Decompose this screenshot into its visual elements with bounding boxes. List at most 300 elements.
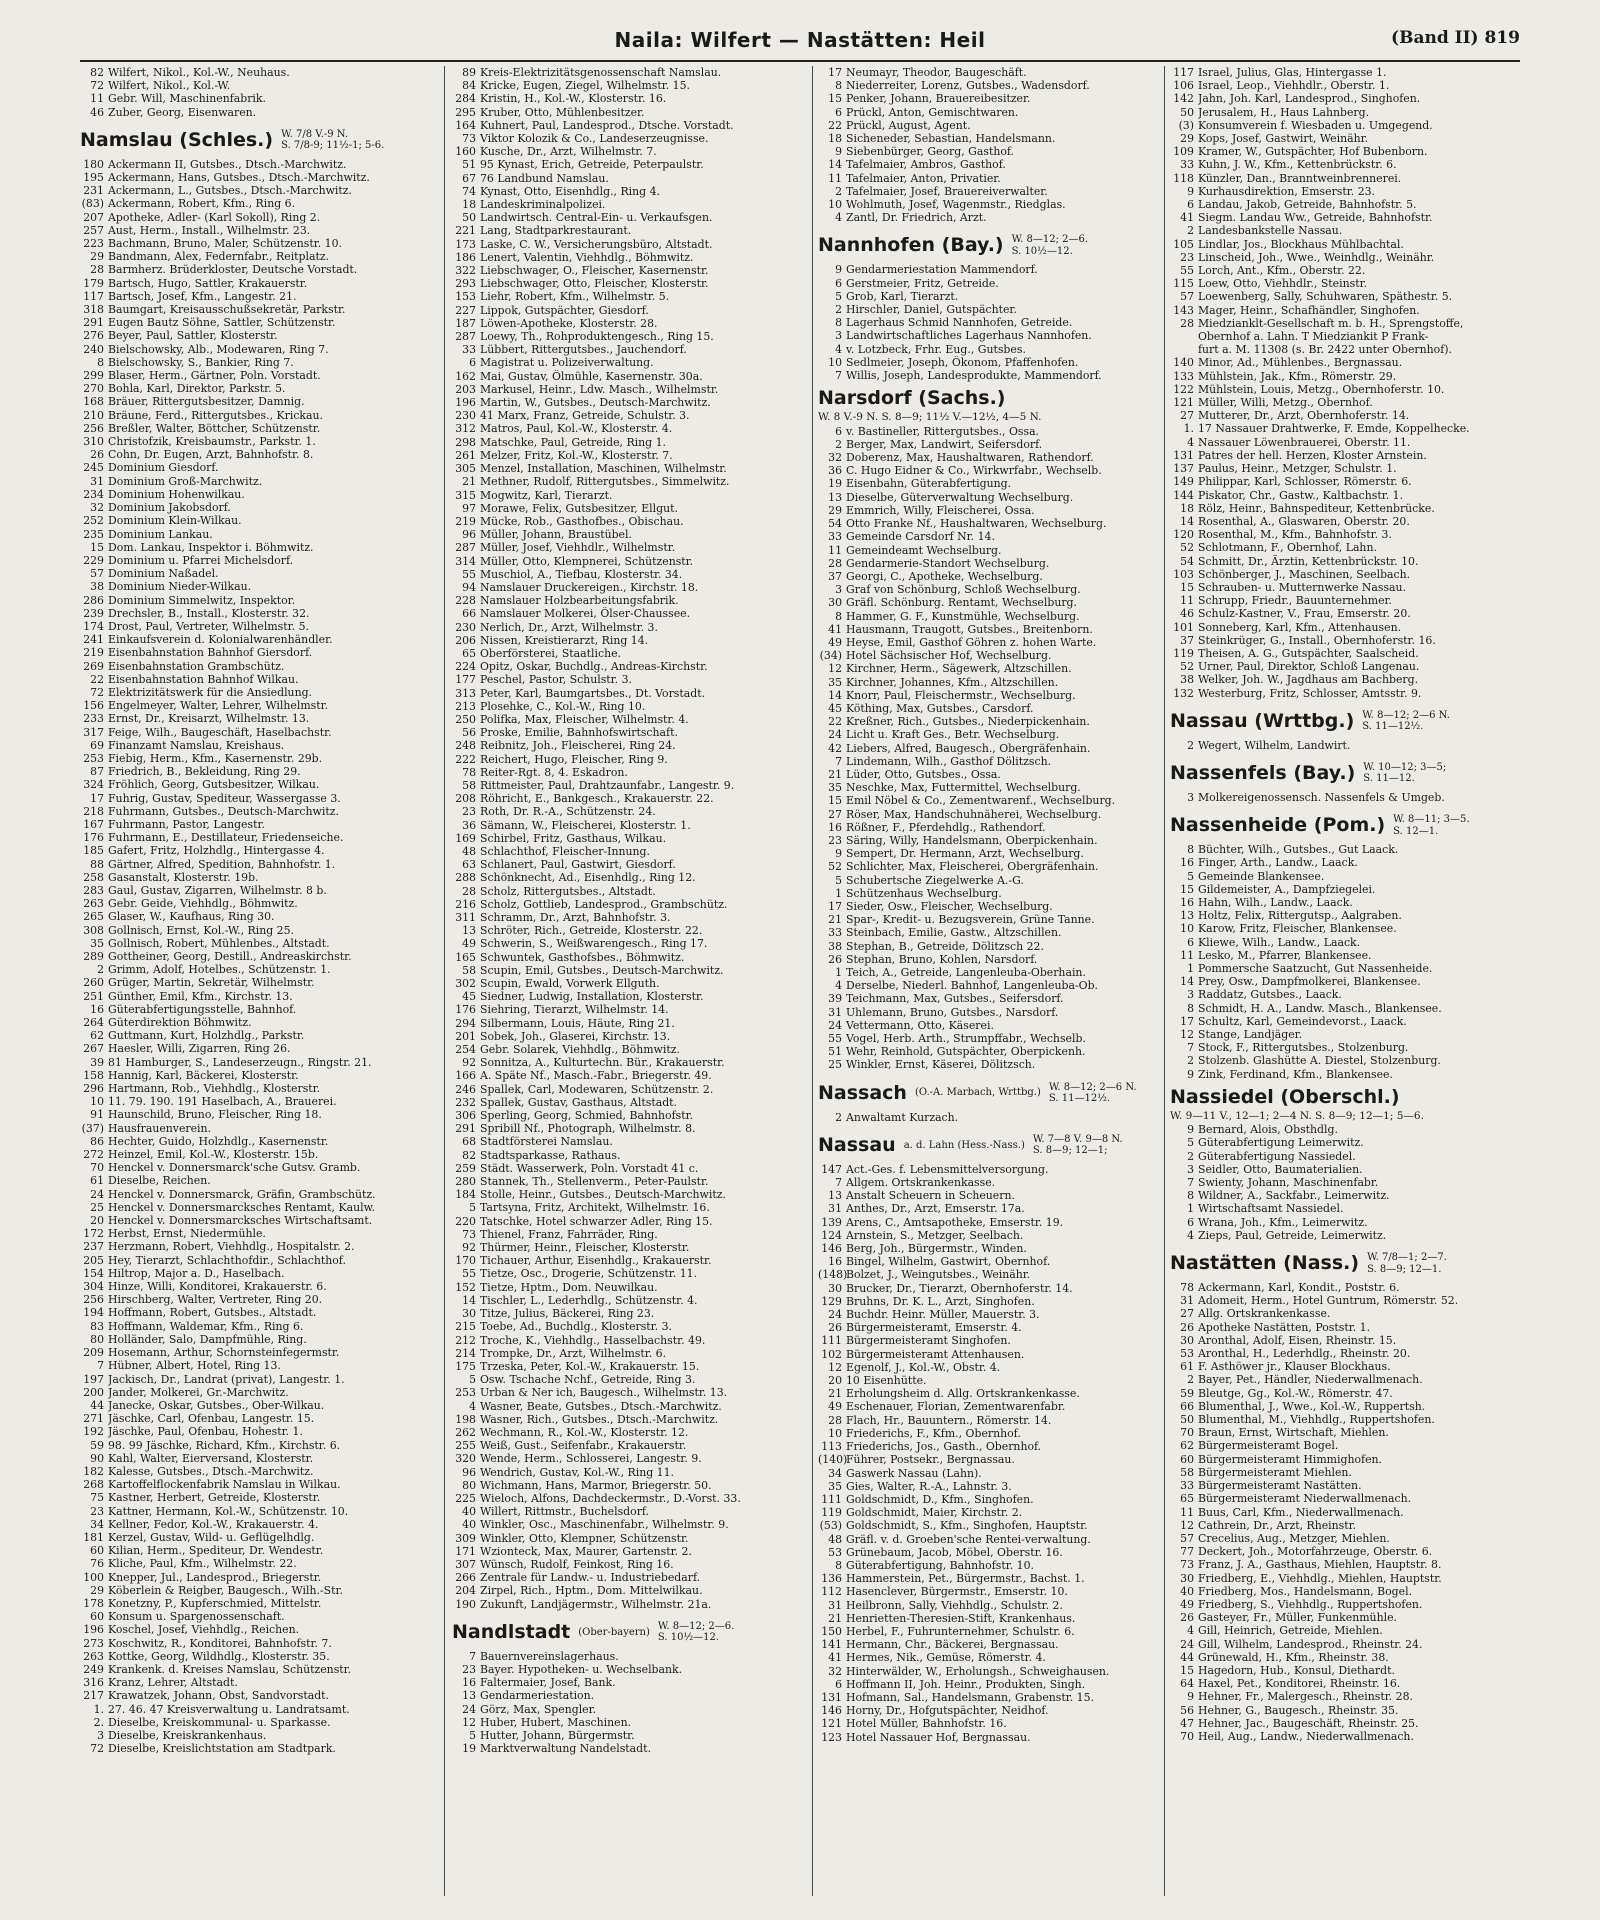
directory-entry [452,238,794,251]
directory-entry [1170,791,1512,804]
town-name: Namslau (Schles.) [80,128,274,151]
directory-entry [1170,449,1512,462]
phone-number: 150 [821,1624,842,1638]
directory-entry [452,1347,794,1360]
phone-number: 249 [83,1662,104,1676]
directory-entry [1170,634,1512,647]
entry-text: Drechsler, B., Install., Klosterstr. 32. [108,606,310,620]
directory-entry [452,594,794,607]
town-name: Nassenheide (Pom.) [1170,814,1386,837]
directory-entry [452,1083,794,1096]
directory-entry [1170,673,1512,686]
entry-text: Konsum u. Spargenossenschaft. [108,1610,285,1624]
directory-entry [80,1373,422,1386]
entry-text: Tafelmaier, Josef, Brauereiverwalter. [846,184,1048,198]
directory-entry [818,953,1160,966]
directory-entry [1170,581,1512,594]
phone-number: 139 [821,1215,842,1229]
phone-number: 288 [455,871,476,885]
entry-text: Liebers, Alfred, Baugesch., Obergräfenhain. [846,741,1091,755]
service-hours [281,129,384,152]
entry-text: Gemeinde Carsdorf Nr. 14. [846,530,995,544]
phone-number: 230 [455,620,476,634]
directory-entry [452,1320,794,1333]
phone-number: 96 [462,528,476,542]
phone-number: 103 [1173,567,1194,581]
directory-entry [452,1017,794,1030]
entry-text: Thürmer, Heinr., Fleischer, Klosterstr. [480,1241,690,1255]
entry-text: Gendarmeriestation Mammendorf. [846,263,1038,277]
phone-number: 67 [462,171,476,185]
directory-entry [818,1295,1160,1308]
phone-number: 3 [1187,790,1194,804]
phone-number: 316 [83,1676,104,1690]
phone-number: 29 [90,1583,104,1597]
directory-entry [1170,277,1512,290]
entry-text: Landesbankstelle Nassau. [1198,224,1343,238]
phone-number: 272 [83,1148,104,1162]
service-hours [1012,234,1088,257]
phone-number: 1 [835,966,842,979]
entry-continuation [1170,343,1512,356]
directory-entry [80,1425,422,1438]
phone-number: 171 [455,1544,476,1558]
phone-number: 42 [828,741,842,755]
phone-number: 19 [462,1742,476,1756]
entry-text: Jackisch, Dr., Landrat (privat), Langestr. 1. [108,1372,345,1386]
phone-number: 16 [828,820,842,834]
phone-number: 259 [455,1161,476,1175]
phone-number: 11 [1180,594,1194,608]
phone-number: 41 [828,622,842,636]
entry-text: Israel, Julius, Glas, Hintergasse 1. [1198,66,1387,79]
phone-number: 181 [83,1530,104,1544]
directory-entry [1170,1163,1512,1176]
entry-text: Kirchner, Johannes, Kfm., Altzschillen. [846,675,1059,689]
entry-text: Schlichter, Max, Fleischerei, Obergräfenhain. [846,860,1099,874]
directory-entry [452,1003,794,1016]
directory-entry [452,1188,794,1201]
directory-entry [818,1361,1160,1374]
directory-entry [818,1612,1160,1625]
phone-number: 12 [1180,1028,1194,1041]
phone-number: 4 [835,342,842,356]
directory-entry [818,728,1160,741]
entry-text: Jäschke, Carl, Ofenbau, Langestr. 15. [108,1412,315,1426]
entry-text: Finger, Arth., Landw., Laack. [1198,856,1358,870]
directory-entry [452,1400,794,1413]
directory-entry [818,715,1160,728]
directory-entry [1170,883,1512,896]
directory-entry [452,1135,794,1148]
phone-number: 21 [828,767,842,781]
entry-text: Krawatzek, Johann, Obst, Sandvorstadt. [108,1689,330,1703]
directory-entry [452,1360,794,1373]
entry-text: Bürgermeisteramt Attenhausen. [846,1347,1025,1361]
phone-number: 61 [1180,1360,1194,1374]
entry-text: Elektrizitätswerk für die Ansiedlung. [108,685,313,699]
directory-entry [1170,1532,1512,1545]
town-name: Nannhofen (Bay.) [818,234,1004,257]
directory-entry [452,977,794,990]
entry-text: Apotheke, Adler- (Karl Sokoll), Ring 2. [108,210,321,224]
phone-number: 13 [462,924,476,938]
entry-text: 98. 99 Jäschke, Richard, Kfm., Kirchstr. 6. [108,1438,341,1452]
column-2 [452,66,794,1906]
directory-entry [452,1742,794,1755]
directory-entry [80,1399,422,1412]
entry-text: Christofzik, Kreisbaumstr., Parkstr. 1. [108,435,316,449]
phone-number: 49 [462,937,476,951]
entry-text: 76 Landbund Namslau. [480,171,609,185]
entry-text: Blaser, Herm., Gärtner, Poln. Vorstadt. [108,369,321,383]
directory-entry [818,106,1160,119]
directory-entry [1170,1028,1512,1041]
entry-text: Urner, Paul, Direktor, Schloß Langenau. [1198,660,1420,674]
phone-number: 33 [1180,1479,1194,1493]
phone-number: 20 [828,1374,842,1388]
phone-number: 216 [455,897,476,911]
entry-text: Schröter, Rich., Getreide, Klosterstr. 22. [480,924,703,938]
directory-entry [1170,975,1512,988]
town-name: Nassau (Wrttbg.) [1170,709,1355,732]
entry-text: Dieselbe, Kreiskrankenhaus. [108,1728,267,1742]
phone-number: 40 [462,1505,476,1519]
entry-text: Osw. Tschache Nchf., Getreide, Ring 3. [480,1373,696,1387]
entry-text: Anthes, Dr., Arzt, Emserstr. 17a. [846,1202,1025,1216]
phone-number: 30 [828,1281,842,1295]
phone-number: 2 [97,963,104,977]
entry-text: Dieselbe, Güterverwaltung Wechselburg. [846,490,1074,504]
entry-text: Ackermann, L., Gutsbes., Dtsch.-Marchwitz. [108,184,352,198]
directory-entry [818,1691,1160,1704]
entry-text: Otto Franke Nf., Haushaltwaren, Wechselburg. [846,517,1107,531]
entry-text: Dominium Hohenwilkau. [108,487,245,501]
phone-number: 83 [90,1319,104,1333]
directory-entry [1170,462,1512,475]
entry-continuation-text: Obernhof a. Lahn. T Miedziankit P Frank- [1198,330,1429,344]
directory-entry [80,884,422,897]
directory-entry [1170,1321,1512,1334]
directory-entry [818,1638,1160,1651]
town-heading [452,1621,794,1644]
phone-number: 21 [828,1611,842,1625]
entry-text: Marktverwaltung Nandelstadt. [480,1742,651,1756]
phone-number: 124 [821,1228,842,1242]
entry-text: Kurhausdirektion, Emserstr. 23. [1198,184,1376,198]
directory-entry [452,924,794,937]
entry-text: Stolle, Heinr., Gutsbes., Deutsch-Marchwitz. [480,1188,726,1202]
directory-entry [80,329,422,342]
entry-text: 17 Nassauer Drahtwerke, F. Emde, Koppelhecke. [1198,422,1470,436]
phone-number: 122 [1173,382,1194,396]
directory-entry [1170,370,1512,383]
directory-entry [80,1478,422,1491]
directory-entry [80,1306,422,1319]
entry-text: Miedzianklt-Gesellschaft m. b. H., Sprengstoffe, [1198,316,1464,330]
phone-number: 29 [90,250,104,264]
phone-number: 11 [1180,1505,1194,1519]
phone-number: 5 [469,1728,476,1742]
entry-text: 41 Marx, Franz, Getreide, Schulstr. 3. [480,409,690,423]
phone-number: 23 [462,1662,476,1676]
entry-text: Bielschowsky, S., Bankier, Ring 7. [108,355,294,369]
phone-number: 22 [828,715,842,729]
entry-text: Schützenhaus Wechselburg. [846,886,1002,900]
phone-number: 28 [1180,316,1194,330]
entry-text: Dominium Giesdorf. [108,461,219,475]
directory-entry [452,515,794,528]
directory-entry [818,847,1160,860]
directory-entry [818,1255,1160,1268]
directory-entry [452,1532,794,1545]
entry-text: Dieselbe, Kreislichtstation am Stadtpark. [108,1742,336,1756]
directory-entry [1170,1677,1512,1690]
entry-text: Proske, Emilie, Bahnhofswirtschaft. [480,726,678,740]
entry-text: Fröhlich, Georg, Gutsbesitzer, Wilkau. [108,778,320,792]
directory-entry [452,1201,794,1214]
entry-text: Spribill Nf., Photograph, Wilhelmstr. 8. [480,1122,696,1136]
phone-number: 63 [462,858,476,872]
directory-entry [818,610,1160,623]
directory-entry [80,237,422,250]
directory-entry [452,1241,794,1254]
directory-entry [452,489,794,502]
entry-text: Cathrein, Dr., Arzt, Rheinstr. [1198,1518,1357,1532]
entry-text: Nerlich, Dr., Arzt, Wilhelmstr. 3. [480,620,658,634]
directory-entry [80,1333,422,1346]
directory-entry [80,1584,422,1597]
directory-entry [1170,1426,1512,1439]
phone-number: 35 [828,1479,842,1493]
directory-entry [818,1045,1160,1058]
directory-entry [452,1162,794,1175]
directory-entry [452,832,794,845]
entry-text: Eisenbahnstation Bahnhof Wilkau. [108,672,299,686]
entry-text: Rößner, F., Pferdehdlg., Rathendorf. [846,820,1046,834]
sunday-hours: S. 8—9; 12—1. [1367,1263,1442,1275]
directory-entry [80,726,422,739]
phone-number: 318 [83,303,104,317]
phone-number: 37 [828,569,842,583]
entry-text: Bräuer, Rittergutsbesitzer, Damnig. [108,395,305,409]
directory-entry [1170,1068,1512,1081]
entry-text: Goldschmidt, S., Kfm., Singhofen, Hauptstr. [846,1519,1088,1533]
directory-entry [80,1491,422,1504]
phone-number: 233 [83,712,104,726]
directory-entry [1170,304,1512,317]
entry-text: Markusel, Heinr., Ldw. Masch., Wilhelmstr. [480,382,719,396]
phone-number: 59 [1180,1386,1194,1400]
entry-text: Bleutge, Gg., Kol.-W., Römerstr. 47. [1198,1386,1393,1400]
entry-text: Güterabfertigung Leimerwitz. [1198,1136,1364,1150]
directory-entry [1170,1387,1512,1400]
directory-entry [818,504,1160,517]
phone-number: 28 [828,556,842,570]
entry-text: Heilbronn, Sally, Viehhdlg., Schulstr. 2. [846,1598,1063,1612]
directory-entry [80,976,422,989]
entry-text: Hasenclever, Bürgermstr., Emserstr. 10. [846,1585,1068,1599]
directory-entry [452,951,794,964]
phone-number: 302 [455,977,476,991]
entry-text: Peschel, Pastor, Schulstr. 3. [480,673,632,687]
entry-text: Teich, A., Getreide, Langenleuba-Oberhain. [846,966,1086,979]
entry-text: Röhricht, E., Bankgesch., Krakauerstr. 22. [480,792,714,806]
entry-text: Goldschmidt, D., Kfm., Singhofen. [846,1492,1034,1506]
phone-number: 111 [821,1492,842,1506]
phone-number: 16 [1180,895,1194,909]
phone-number: 120 [1173,528,1194,542]
directory-entry [452,1584,794,1597]
entry-text: Zantl, Dr. Friedrich, Arzt. [846,211,987,225]
column-divider [812,66,813,1896]
phone-number: 209 [83,1346,104,1360]
directory-entry [80,106,422,119]
entry-text: Heinzel, Emil, Kol.-W., Klosterstr. 15b. [108,1148,319,1162]
phone-number: 33 [828,530,842,544]
phone-number: 180 [83,157,104,171]
entry-text: Grünebaum, Jacob, Möbel, Oberstr. 16. [846,1545,1063,1559]
phone-number: 286 [83,593,104,607]
phone-number: 141 [821,1638,842,1652]
phone-number: 172 [83,1227,104,1241]
phone-number: 3 [835,583,842,597]
phone-number: 50 [1180,1413,1194,1427]
entry-text: Löwen-Apotheke, Klosterstr. 28. [480,316,658,330]
directory-entry [818,1704,1160,1717]
entry-text: Tafelmaier, Anton, Privatier. [846,171,1001,185]
directory-entry [1170,1015,1512,1028]
entry-text: Loewy, Th., Rohproduktengesch., Ring 15. [480,330,714,344]
directory-entry [1170,1704,1512,1717]
entry-text: Teichmann, Max, Gutsbes., Seifersdorf. [846,992,1064,1006]
phone-number: 15 [1180,580,1194,594]
directory-entry [1170,515,1512,528]
entry-text: Eisenbahn, Güterabfertigung. [846,477,1012,491]
phone-number: 219 [83,646,104,660]
directory-entry [818,1506,1160,1519]
entry-text: Güterabfertigung, Bahnhofstr. 10. [846,1558,1034,1572]
directory-entry [80,937,422,950]
entry-text: Deckert, Joh., Motorfahrzeuge, Oberstr. 6. [1198,1545,1433,1559]
directory-entry [80,1359,422,1372]
town-heading [1170,762,1512,785]
phone-number: 218 [83,804,104,818]
entry-text: Müller, Willi, Metzg., Obernhof. [1198,396,1373,410]
phone-number: 117 [83,289,104,303]
directory-entry [452,119,794,132]
phone-number: 190 [455,1597,476,1611]
entry-text: Lippok, Gutspächter, Giesdorf. [480,303,649,317]
entry-text: Plosehke, C., Kol.-W., Ring 10. [480,699,646,713]
entry-text: Wasner, Rich., Gutsbes., Dtsch.-Marchwitz. [480,1412,719,1426]
phone-number: 29 [1180,132,1194,146]
directory-entry [452,607,794,620]
phone-number: 50 [462,211,476,225]
directory-entry [452,1334,794,1347]
phone-number: 298 [455,435,476,449]
entry-text: Kuhnert, Paul, Landesprod., Dtsche. Vorstadt. [480,118,734,132]
entry-text: Sämann, W., Fleischerei, Klosterstr. 1. [480,818,691,832]
phone-number: 106 [1173,79,1194,93]
directory-entry [818,1334,1160,1347]
directory-entry [452,436,794,449]
entry-continuation [1170,330,1512,343]
directory-entry [80,501,422,514]
phone-number: (83) [81,197,104,211]
phone-number: 273 [83,1636,104,1650]
entry-text: Hagedorn, Hub., Konsul, Diethardt. [1198,1663,1395,1677]
phone-number: 23 [90,1504,104,1518]
directory-entry [452,555,794,568]
phone-number: 5 [469,1373,476,1387]
directory-entry [452,1426,794,1439]
phone-number: 132 [1173,686,1194,700]
phone-number: 194 [83,1306,104,1320]
entry-text: Heyse, Emil, Gasthof Göhren z. hohen Warte. [846,635,1097,649]
directory-entry [818,1229,1160,1242]
entry-text: Müller, Otto, Klempnerei, Schützenstr. [480,554,694,568]
entry-text: Gies, Walter, R.-A., Lahnstr. 3. [846,1479,1012,1493]
phone-number: 27 [1180,409,1194,423]
entry-text: Eschenauer, Florian, Zementwarenfabr. [846,1400,1066,1414]
phone-number: 223 [83,237,104,251]
entry-text: Brucker, Dr., Tierarzt, Obernhoferstr. 14. [846,1281,1073,1295]
directory-entry [818,1519,1160,1532]
entry-text: Ackermann, Hans, Gutsbes., Dtsch.-Marchwitz. [108,171,370,185]
phone-number: 92 [462,1241,476,1255]
directory-entry [818,1480,1160,1493]
phone-number: 5 [835,873,842,887]
directory-entry [452,502,794,515]
number-spacer [1170,343,1198,356]
directory-entry [452,449,794,462]
entry-text: Scholz, Gottlieb, Landesprod., Grambschütz. [480,897,728,911]
phone-number: 87 [90,765,104,779]
entry-text: Martin, W., Gutsbes., Deutsch-Marchwitz. [480,396,711,410]
directory-entry [818,1731,1160,1744]
page-number: 819 [1484,28,1520,48]
phone-number: 299 [83,369,104,383]
entry-text: Lang, Stadtparkrestaurant. [480,224,632,238]
phone-number: 311 [455,911,476,924]
entry-text: Braun, Ernst, Wirtschaft, Miehlen. [1198,1426,1389,1440]
phone-number: 8 [97,355,104,369]
entry-text: Bürgermeisteramt, Emserstr. 4. [846,1321,1022,1335]
directory-entry [1170,621,1512,634]
entry-text: Scholz, Rittergutsbes., Altstadt. [480,884,656,898]
entry-text: Köberlein & Reigber, Baugesch., Wilh.-Str. [108,1583,343,1597]
entry-text: Rosenthal, M., Kfm., Bahnhofstr. 3. [1198,528,1392,542]
entry-text: Melzer, Fritz, Kol.-W., Klosterstr. 7. [480,448,673,462]
phone-number: 92 [462,1056,476,1070]
directory-entry [818,477,1160,490]
phone-number: 177 [455,673,476,687]
entry-text: Mücke, Rob., Gasthofbes., Obischau. [480,514,684,528]
entry-text: Flach, Hr., Bauuntern., Römerstr. 14. [846,1413,1052,1427]
phone-number: 254 [455,1043,476,1057]
phone-number: 19 [828,477,842,491]
entry-text: Gebr. Geide, Viehhdlg., Böhmwitz. [108,897,298,911]
entry-text: Siebenbürger, Georg, Gasthof. [846,145,1014,159]
entry-text: Jander, Molkerei, Gr.-Marchwitz. [108,1385,289,1399]
directory-entry [80,303,422,316]
phone-number: 28 [828,1413,842,1427]
entry-text: Gill, Wilhelm, Landesprod., Rheinstr. 24. [1198,1637,1423,1651]
phone-number: 52 [828,860,842,874]
directory-entry [80,1240,422,1253]
phone-number: 310 [83,435,104,449]
